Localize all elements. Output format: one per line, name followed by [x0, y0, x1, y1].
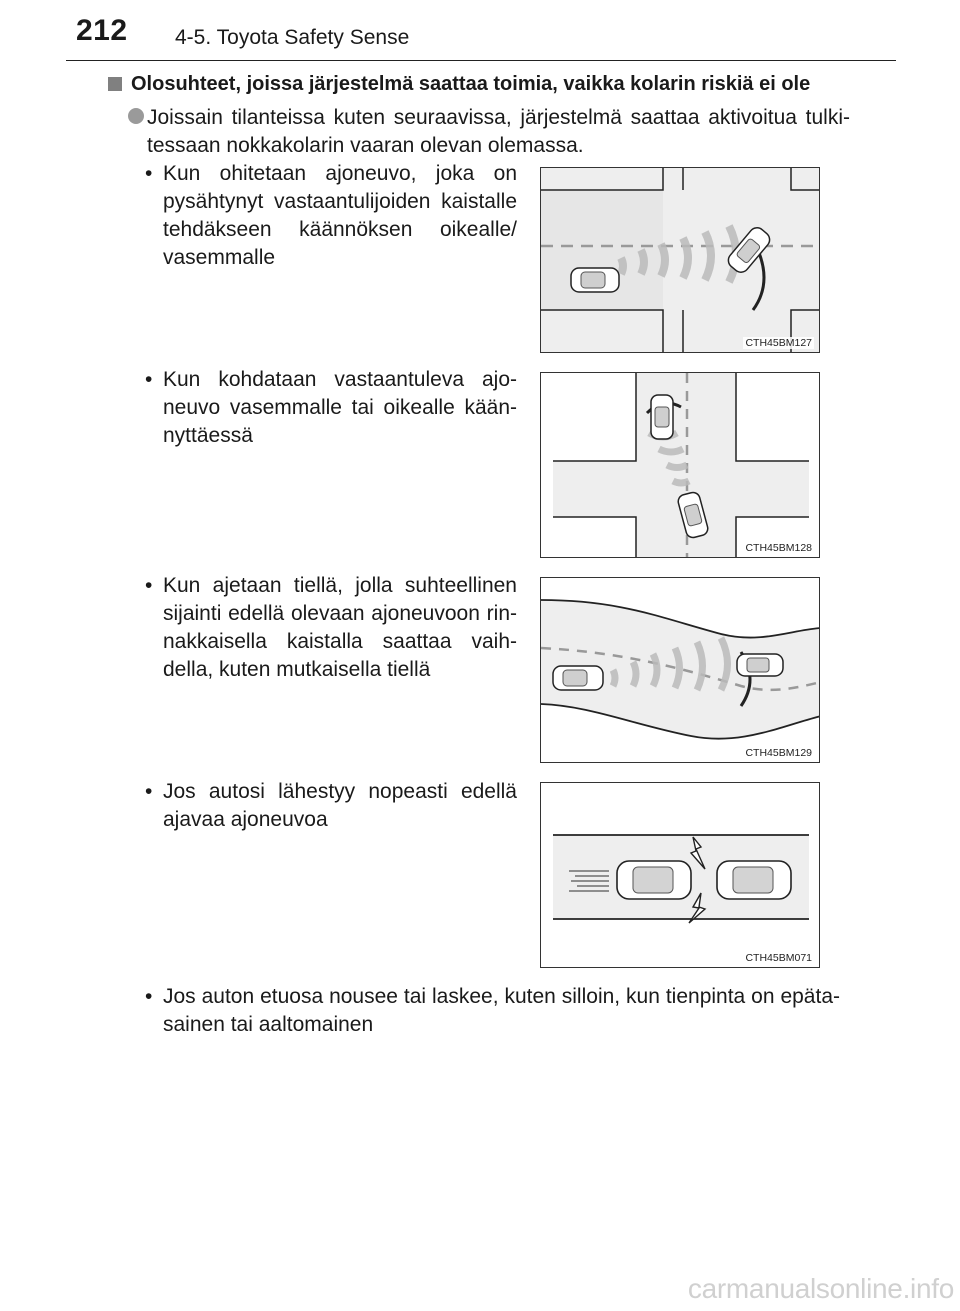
figure-label: CTH45BM128: [745, 542, 812, 554]
case-text: Kun ajetaan tiellä, jolla suhteellinen sijainti edellä olevaan ajoneuvoon rin-nakkaisella kaistalla saattaa vaih-della, kuten mutkaisella tiellä: [163, 574, 517, 681]
case-text: Kun kohdataan vastaantuleva ajo-neuvo vasemmalle tai oikealle kään-nyttäessä: [163, 368, 517, 447]
figure-illustration: [541, 783, 820, 968]
bullet-dot: •: [145, 162, 153, 185]
case-text: Jos autosi lähestyy nopeasti edellä ajavaa ajoneuvoa: [163, 780, 517, 831]
figure-winding-road: [540, 577, 820, 763]
bullet-dot: •: [145, 780, 153, 803]
page-number: 212: [76, 14, 128, 47]
circle-bullet-icon: [128, 108, 144, 124]
figure-oncoming-turn-passing: [540, 167, 820, 353]
figure-illustration: [541, 578, 820, 763]
bullet-dot: •: [145, 368, 153, 391]
bullet-dot: •: [145, 574, 153, 597]
section-heading-text: Olosuhteet, joissa järjestelmä saattaa toimia, vaikka kolarin riskiä ei ole: [131, 73, 811, 95]
bullet-dot: •: [145, 985, 153, 1008]
section-heading: [108, 73, 868, 96]
case-item: [145, 983, 840, 1039]
case-text: Kun ohitetaan ajoneuvo, joka on pysähtynyt vastaantulijoiden kaistalle tehdäkseen käännöksen oikealle/ vasemmalle: [163, 162, 517, 269]
figure-label: CTH45BM127: [745, 337, 812, 349]
page-header: [0, 0, 960, 62]
header-divider: [66, 60, 896, 61]
figure-label: CTH45BM129: [745, 747, 812, 759]
figure-illustration: [541, 168, 820, 353]
intro-text: Joissain tilanteissa kuten seuraavissa, järjestelmä saattaa aktivoitua tulki-tessaan nokkakolarin vaaran olevan olemassa.: [147, 106, 850, 157]
figure-illustration: [541, 373, 820, 558]
watermark: carmanualsonline.info: [687, 1273, 954, 1304]
case-text: Jos auton etuosa nousee tai laskee, kuten silloin, kun tienpinta on epäta-sainen tai aaltomainen: [163, 985, 840, 1036]
case-item: [145, 572, 517, 684]
square-bullet-icon: [108, 77, 122, 91]
figure-label: CTH45BM071: [745, 952, 812, 964]
figure-rapid-approach: [540, 782, 820, 968]
case-item: [145, 160, 517, 272]
intro-paragraph: [128, 104, 850, 160]
case-item: [145, 778, 517, 834]
figure-intersection-turn: [540, 372, 820, 558]
chapter-title: 4-5. Toyota Safety Sense: [175, 26, 410, 49]
case-item: [145, 366, 517, 450]
